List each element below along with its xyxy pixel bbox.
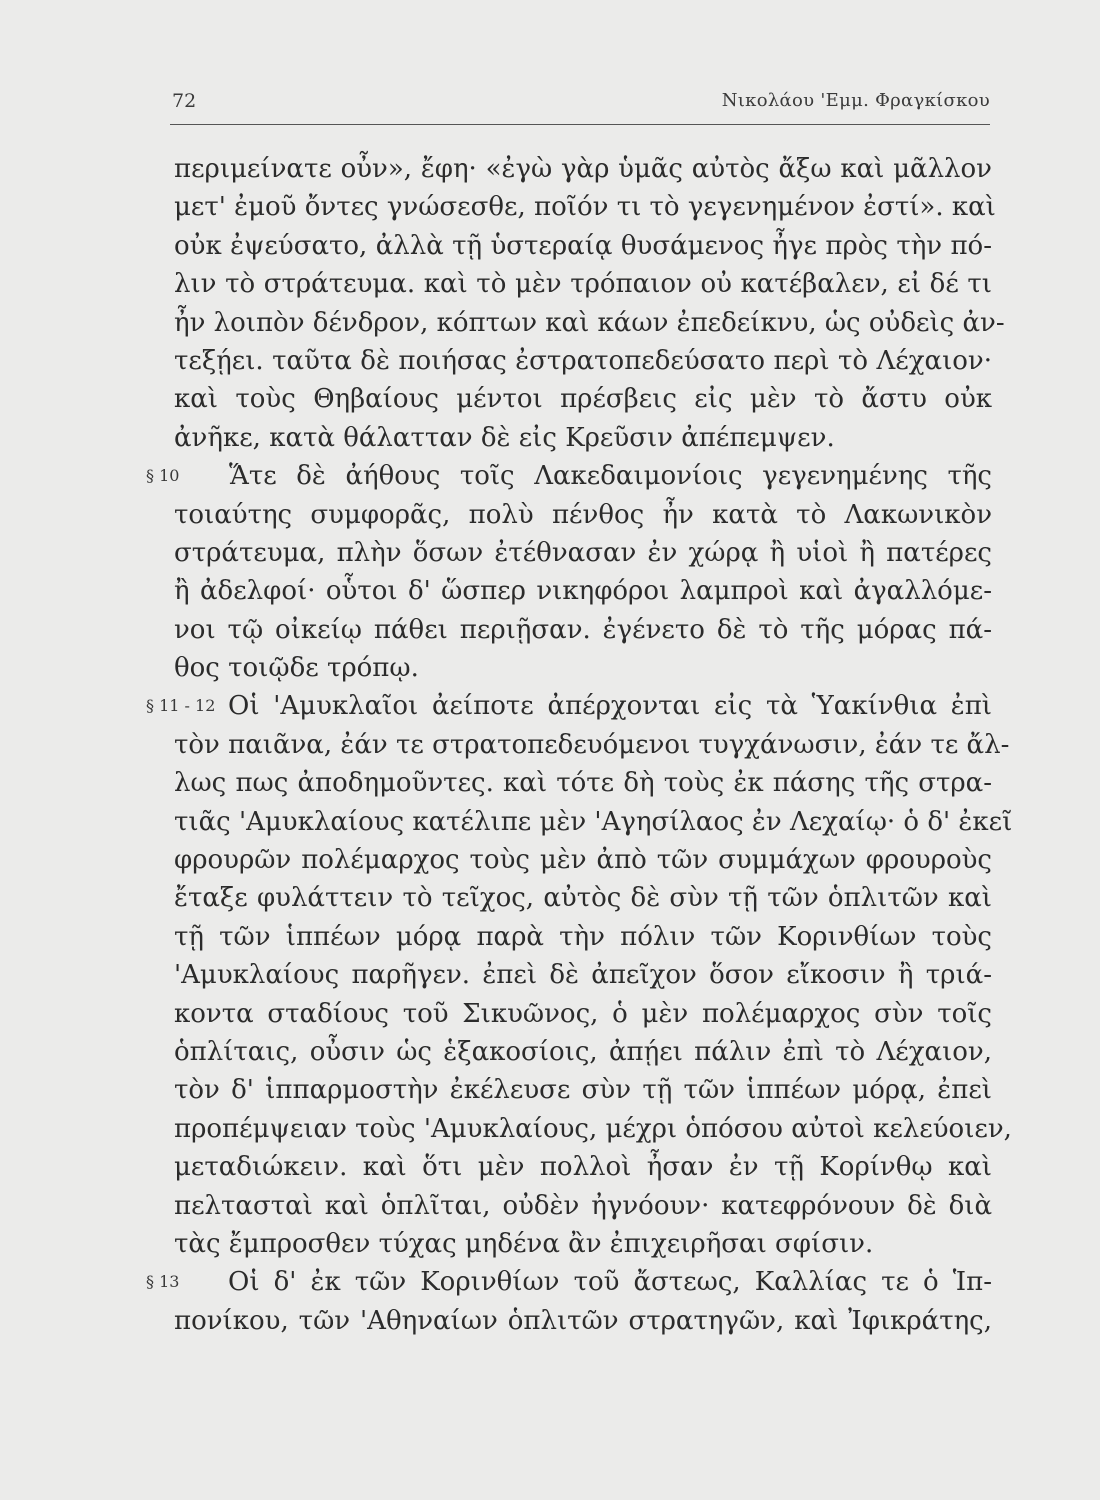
text-line: ἔταξε φυλάττειν τὸ τεῖχος, αὐτὸς δὲ σὺν τῇ τῶν ὁπλιτῶν καὶ	[174, 883, 992, 914]
section-marker: § 13	[146, 1272, 180, 1292]
text-line: νοι τῷ οἰκείῳ πάθει περιῇσαν. ἐγένετο δὲ τὸ τῆς μόρας πά-	[174, 614, 992, 645]
header-rule	[170, 124, 990, 125]
text-line: τιᾶς 'Αμυκλαίους κατέλιπε μὲν 'Αγησίλαος ἐν Λεχαίῳ· ὁ δ' ἐκεῖ	[174, 806, 1013, 837]
text-line: μετ' ἐμοῦ ὄντες γνώσεσθε, ποῖόν τι τὸ γεγενημένον ἐστί». καὶ	[174, 192, 996, 223]
paragraph-start-s13	[146, 1263, 992, 1301]
text-line: θος τοιῷδε τρόπῳ.	[174, 653, 419, 684]
page-number: 72	[172, 90, 197, 112]
text-line: οὐκ ἐψεύσατο, ἀλλὰ τῇ ὑστεραίᾳ θυσάμενος ἦγε πρὸς τὴν πό-	[174, 230, 992, 261]
text-line: τεξῄει. ταῦτα δὲ ποιήσας ἐστρατοπεδεύσατο περὶ τὸ Λέχαιον·	[174, 345, 992, 376]
body-text	[146, 150, 1013, 1340]
text-line-content: Οἱ 'Αμυκλαῖοι ἀείποτε ἀπέρχονται εἰς τὰ Ὑακίνθια ἐπὶ	[228, 691, 992, 722]
text-line-content: Οἱ δ' ἐκ τῶν Κορινθίων τοῦ ἄστεως, Καλλίας τε ὁ Ἱπ-	[228, 1267, 992, 1298]
text-line: πελτασταὶ καὶ ὁπλῖται, οὐδὲν ἠγνόουν· κατεφρόνουν δὲ διὰ	[174, 1190, 992, 1221]
text-line: 'Αμυκλαίους παρῆγεν. ἐπεὶ δὲ ἀπεῖχον ὅσον εἴκοσιν ἢ τριά-	[174, 960, 992, 991]
text-line: ἢ ἀδελφοί· οὗτοι δ' ὥσπερ νικηφόροι λαμπροὶ καὶ ἀγαλλόμε-	[174, 576, 992, 607]
text-line-content: Ἅτε δὲ ἀήθους τοῖς Λακεδαιμονίοις γεγενημένης τῆς	[229, 461, 992, 492]
text-line: τοιαύτης συμφορᾶς, πολὺ πένθος ἦν κατὰ τὸ Λακωνικὸν	[174, 499, 992, 530]
text-line: ὁπλίταις, οὖσιν ὡς ἑξακοσίοις, ἀπῄει πάλιν ἐπὶ τὸ Λέχαιον,	[174, 1036, 992, 1067]
running-head: Νικολάου 'Εμμ. Φραγκίσκου	[721, 90, 990, 111]
text-line: φρουρῶν πολέμαρχος τοὺς μὲν ἀπὸ τῶν συμμάχων φρουροὺς	[174, 845, 992, 876]
section-marker: § 10	[146, 466, 180, 486]
text-line: τὸν παιᾶνα, ἐάν τε στρατοπεδευόμενοι τυγχάνωσιν, ἐάν τε ἄλ-	[174, 729, 1010, 760]
text-line: περιμείνατε οὖν», ἔφη· «ἐγὼ γὰρ ὑμᾶς αὐτὸς ἄξω καὶ μᾶλλον	[174, 154, 992, 184]
text-line: τῇ τῶν ἱππέων μόρᾳ παρὰ τὴν πόλιν τῶν Κορινθίων τοὺς	[174, 921, 992, 952]
text-line: κοντα σταδίους τοῦ Σικυῶνος, ὁ μὲν πολέμαρχος σὺν τοῖς	[174, 998, 992, 1029]
text-line: λιν τὸ στράτευμα. καὶ τὸ μὲν τρόπαιον οὐ κατέβαλεν, εἰ δέ τι	[174, 269, 992, 300]
section-marker: § 11 - 12	[146, 696, 216, 716]
text-line: τὰς ἔμπροσθεν τύχας μηδένα ἂν ἐπιχειρῆσαι σφίσιν.	[174, 1228, 874, 1259]
text-line: στράτευμα, πλὴν ὅσων ἐτέθνασαν ἐν χώρᾳ ἢ υἱοὶ ἢ πατέρες	[174, 537, 992, 568]
text-line: τὸν δ' ἱππαρμοστὴν ἐκέλευσε σὺν τῇ τῶν ἱππέων μόρᾳ, ἐπεὶ	[174, 1075, 992, 1106]
text-line: ἀνῆκε, κατὰ θάλατταν δὲ εἰς Κρεῦσιν ἀπέπεμψεν.	[174, 422, 835, 453]
text-line: καὶ τοὺς Θηβαίους μέντοι πρέσβεις εἰς μὲν τὸ ἄστυ οὐκ	[174, 384, 992, 415]
text-line: μεταδιώκειν. καὶ ὅτι μὲν πολλοὶ ἦσαν ἐν τῇ Κορίνθῳ καὶ	[174, 1152, 992, 1183]
paragraph-start-s10	[146, 457, 992, 495]
text-line: προπέμψειαν τοὺς 'Αμυκλαίους, μέχρι ὁπόσου αὐτοὶ κελεύοιεν,	[174, 1113, 1012, 1144]
paragraph-start-s11-12	[146, 687, 992, 725]
text-line: ἦν λοιπὸν δένδρον, κόπτων καὶ κάων ἐπεδείκνυ, ὡς οὐδεὶς ἀν-	[174, 307, 1005, 338]
text-line: πονίκου, τῶν 'Αθηναίων ὁπλιτῶν στρατηγῶν, καὶ Ἰφικράτης,	[174, 1305, 992, 1336]
text-line: λως πως ἀποδημοῦντες. καὶ τότε δὴ τοὺς ἐκ πάσης τῆς στρα-	[174, 768, 992, 799]
page-header	[170, 90, 990, 120]
